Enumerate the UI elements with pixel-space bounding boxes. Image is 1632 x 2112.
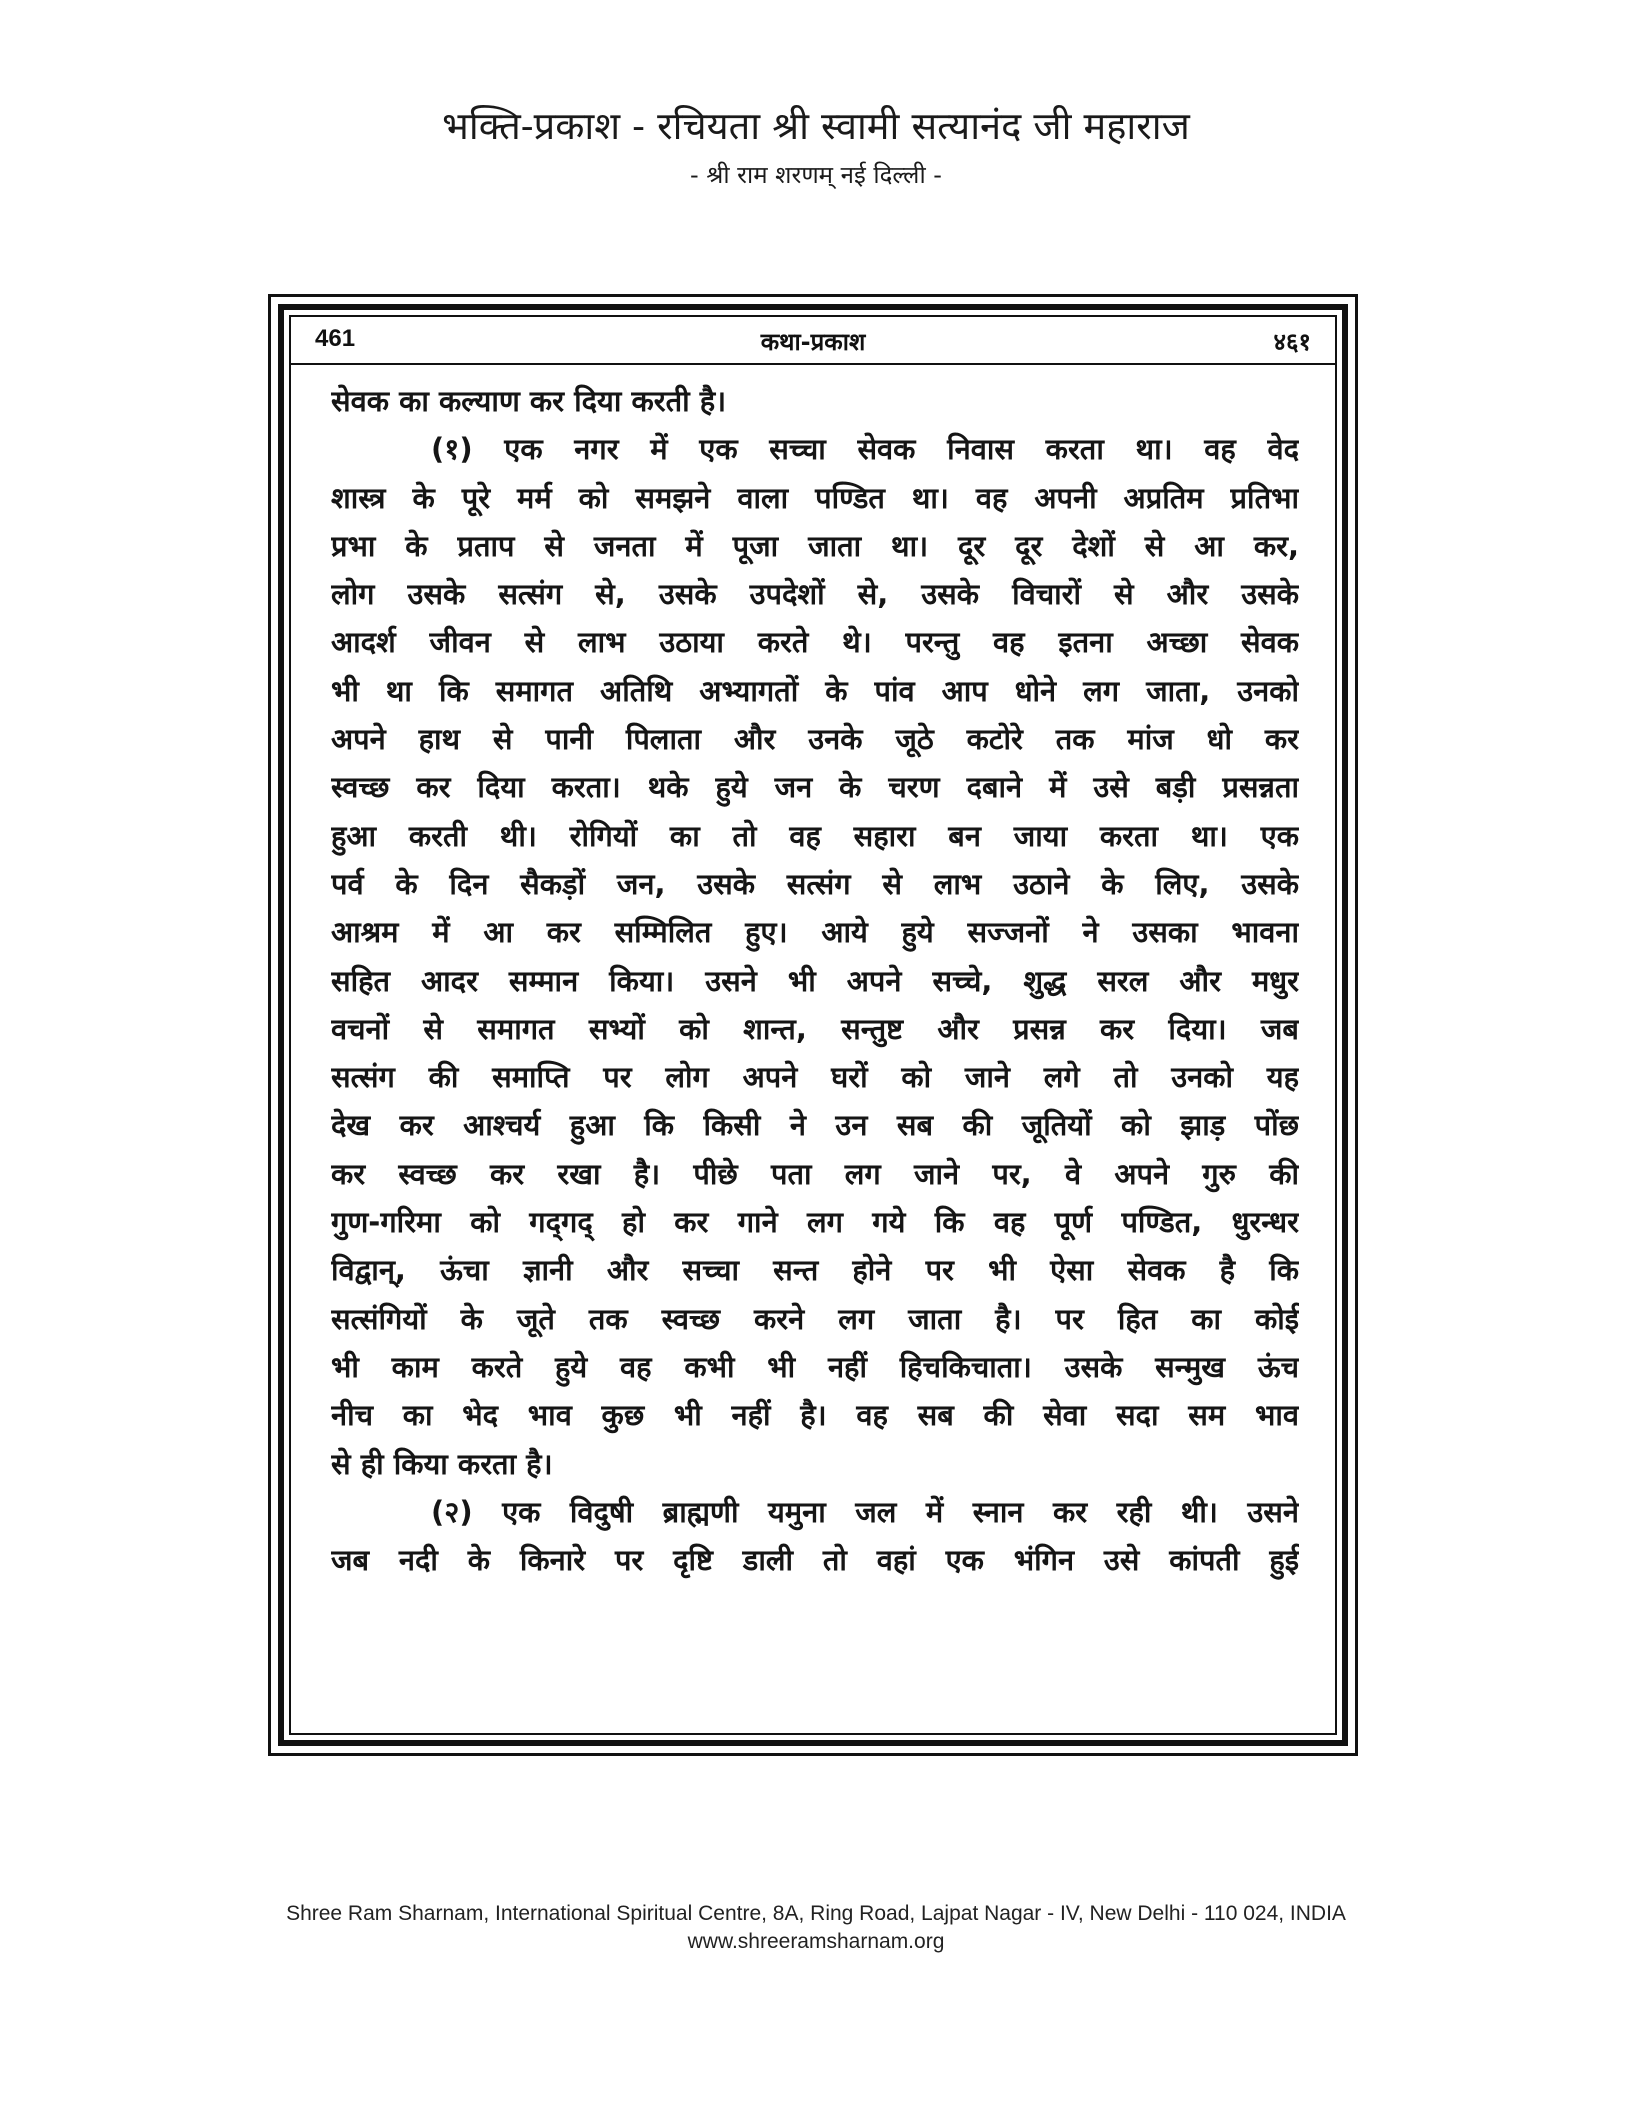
- page-number-devanagari: ४६१: [1273, 328, 1311, 356]
- running-head: [291, 317, 1335, 365]
- text-line: सत्संग की समाप्ति पर लोग अपने घरों को जाने लगे तो उनको यह: [331, 1060, 1299, 1095]
- text-line: सहित आदर सम्मान किया। उसने भी अपने सच्चे, शुद्ध सरल और मधुर: [331, 963, 1299, 998]
- text-line: वचनों से समागत सभ्यों को शान्त, सन्तुष्ट और प्रसन्न कर दिया। जब: [331, 1011, 1299, 1046]
- text-line: विद्वान्‌, ऊंचा ज्ञानी और सच्चा सन्त होने पर भी ऐसा सेवक है कि: [331, 1253, 1299, 1288]
- page-frame-inner: [278, 304, 1348, 1746]
- text-line: देख कर आश्चर्य हुआ कि किसी ने उन सब की जूतियों को झाड़ पोंछ: [331, 1108, 1299, 1143]
- text-line: भी था कि समागत अतिथि अभ्यागतों के पांव आप धोने लग जाता, उनको: [331, 673, 1299, 708]
- text-line: हुआ करती थी। रोगियों का तो वह सहारा बन जाया करता था। एक: [331, 818, 1299, 853]
- text-line: (१) एक नगर में एक सच्चा सेवक निवास करता था। वह वेद: [431, 432, 1299, 467]
- text-line: प्रभा के प्रताप से जनता में पूजा जाता था। दूर दूर देशों से आ कर,: [331, 528, 1299, 563]
- text-line: भी काम करते हुये वह कभी भी नहीं हिचकिचाता। उसके सन्मुख ऊंच: [331, 1349, 1299, 1384]
- text-line: अपने हाथ से पानी पिलाता और उनके जूठे कटोरे तक मांज धो कर: [331, 722, 1299, 757]
- text-line: नीच का भेद भाव कुछ भी नहीं है। वह सब की सेवा सदा सम भाव: [331, 1398, 1299, 1433]
- text-line: स्वच्छ कर दिया करता। थके हुये जन के चरण दबाने में उसे बड़ी प्रसन्नता: [331, 770, 1299, 805]
- text-line: पर्व के दिन सैकड़ों जन, उसके सत्संग से लाभ उठाने के लिए, उसके: [331, 866, 1299, 901]
- book-title: भक्ति-प्रकाश - रचियता श्री स्वामी सत्यानंद जी महाराज: [442, 104, 1190, 148]
- book-subtitle: - श्री राम शरणम् नई दिल्ली -: [690, 161, 942, 189]
- text-line: आश्रम में आ कर सम्मिलित हुए। आये हुये सज्जनों ने उसका भावना: [331, 915, 1299, 950]
- text-line: लोग उसके सत्संग से, उसके उपदेशों से, उसके विचारों से और उसके: [331, 577, 1299, 612]
- text-line: आदर्श जीवन से लाभ उठाया करते थे। परन्तु वह इतना अच्छा सेवक: [331, 625, 1299, 660]
- text-line: जब नदी के किनारे पर दृष्टि डाली तो वहां एक भंगिन उसे कांपती हुई: [331, 1543, 1299, 1578]
- page-number-arabic: 461: [315, 325, 356, 352]
- text-line: से ही किया करता है।: [331, 1446, 553, 1481]
- body-text: [331, 377, 1299, 1584]
- page-content-box: [289, 315, 1337, 1735]
- footer-address: Shree Ram Sharnam, International Spiritual Centre, 8A, Ring Road, Lajpat Nagar - IV, New Delhi - 110 024, INDIA: [286, 1902, 1346, 1925]
- text-line: (२) एक विदुषी ब्राह्मणी यमुना जल में स्नान कर रही थी। उसने: [431, 1494, 1299, 1529]
- document-footer: [0, 1900, 1632, 1956]
- page-frame: [268, 294, 1358, 1756]
- text-line: सेवक का कल्याण कर दिया करती है।: [331, 384, 727, 418]
- text-line: कर स्वच्छ कर रखा है। पीछे पता लग जाने पर, वे अपने गुरु की: [331, 1156, 1299, 1191]
- text-line: शास्त्र के पूरे मर्म को समझने वाला पण्डित था। वह अपनी अप्रतिम प्रतिभा: [331, 480, 1299, 515]
- footer-website[interactable]: www.shreeramsharnam.org: [687, 1930, 945, 1953]
- text-line: गुण-गरिमा को गद्‌गद्‌ हो कर गाने लग गये कि वह पूर्ण पण्डित, धुरन्धर: [331, 1205, 1299, 1240]
- text-line: सत्संगियों के जूते तक स्वच्छ करने लग जाता है। पर हित का कोई: [331, 1301, 1299, 1336]
- document-header: [0, 100, 1632, 191]
- section-title: कथा-प्रकाश: [760, 328, 866, 356]
